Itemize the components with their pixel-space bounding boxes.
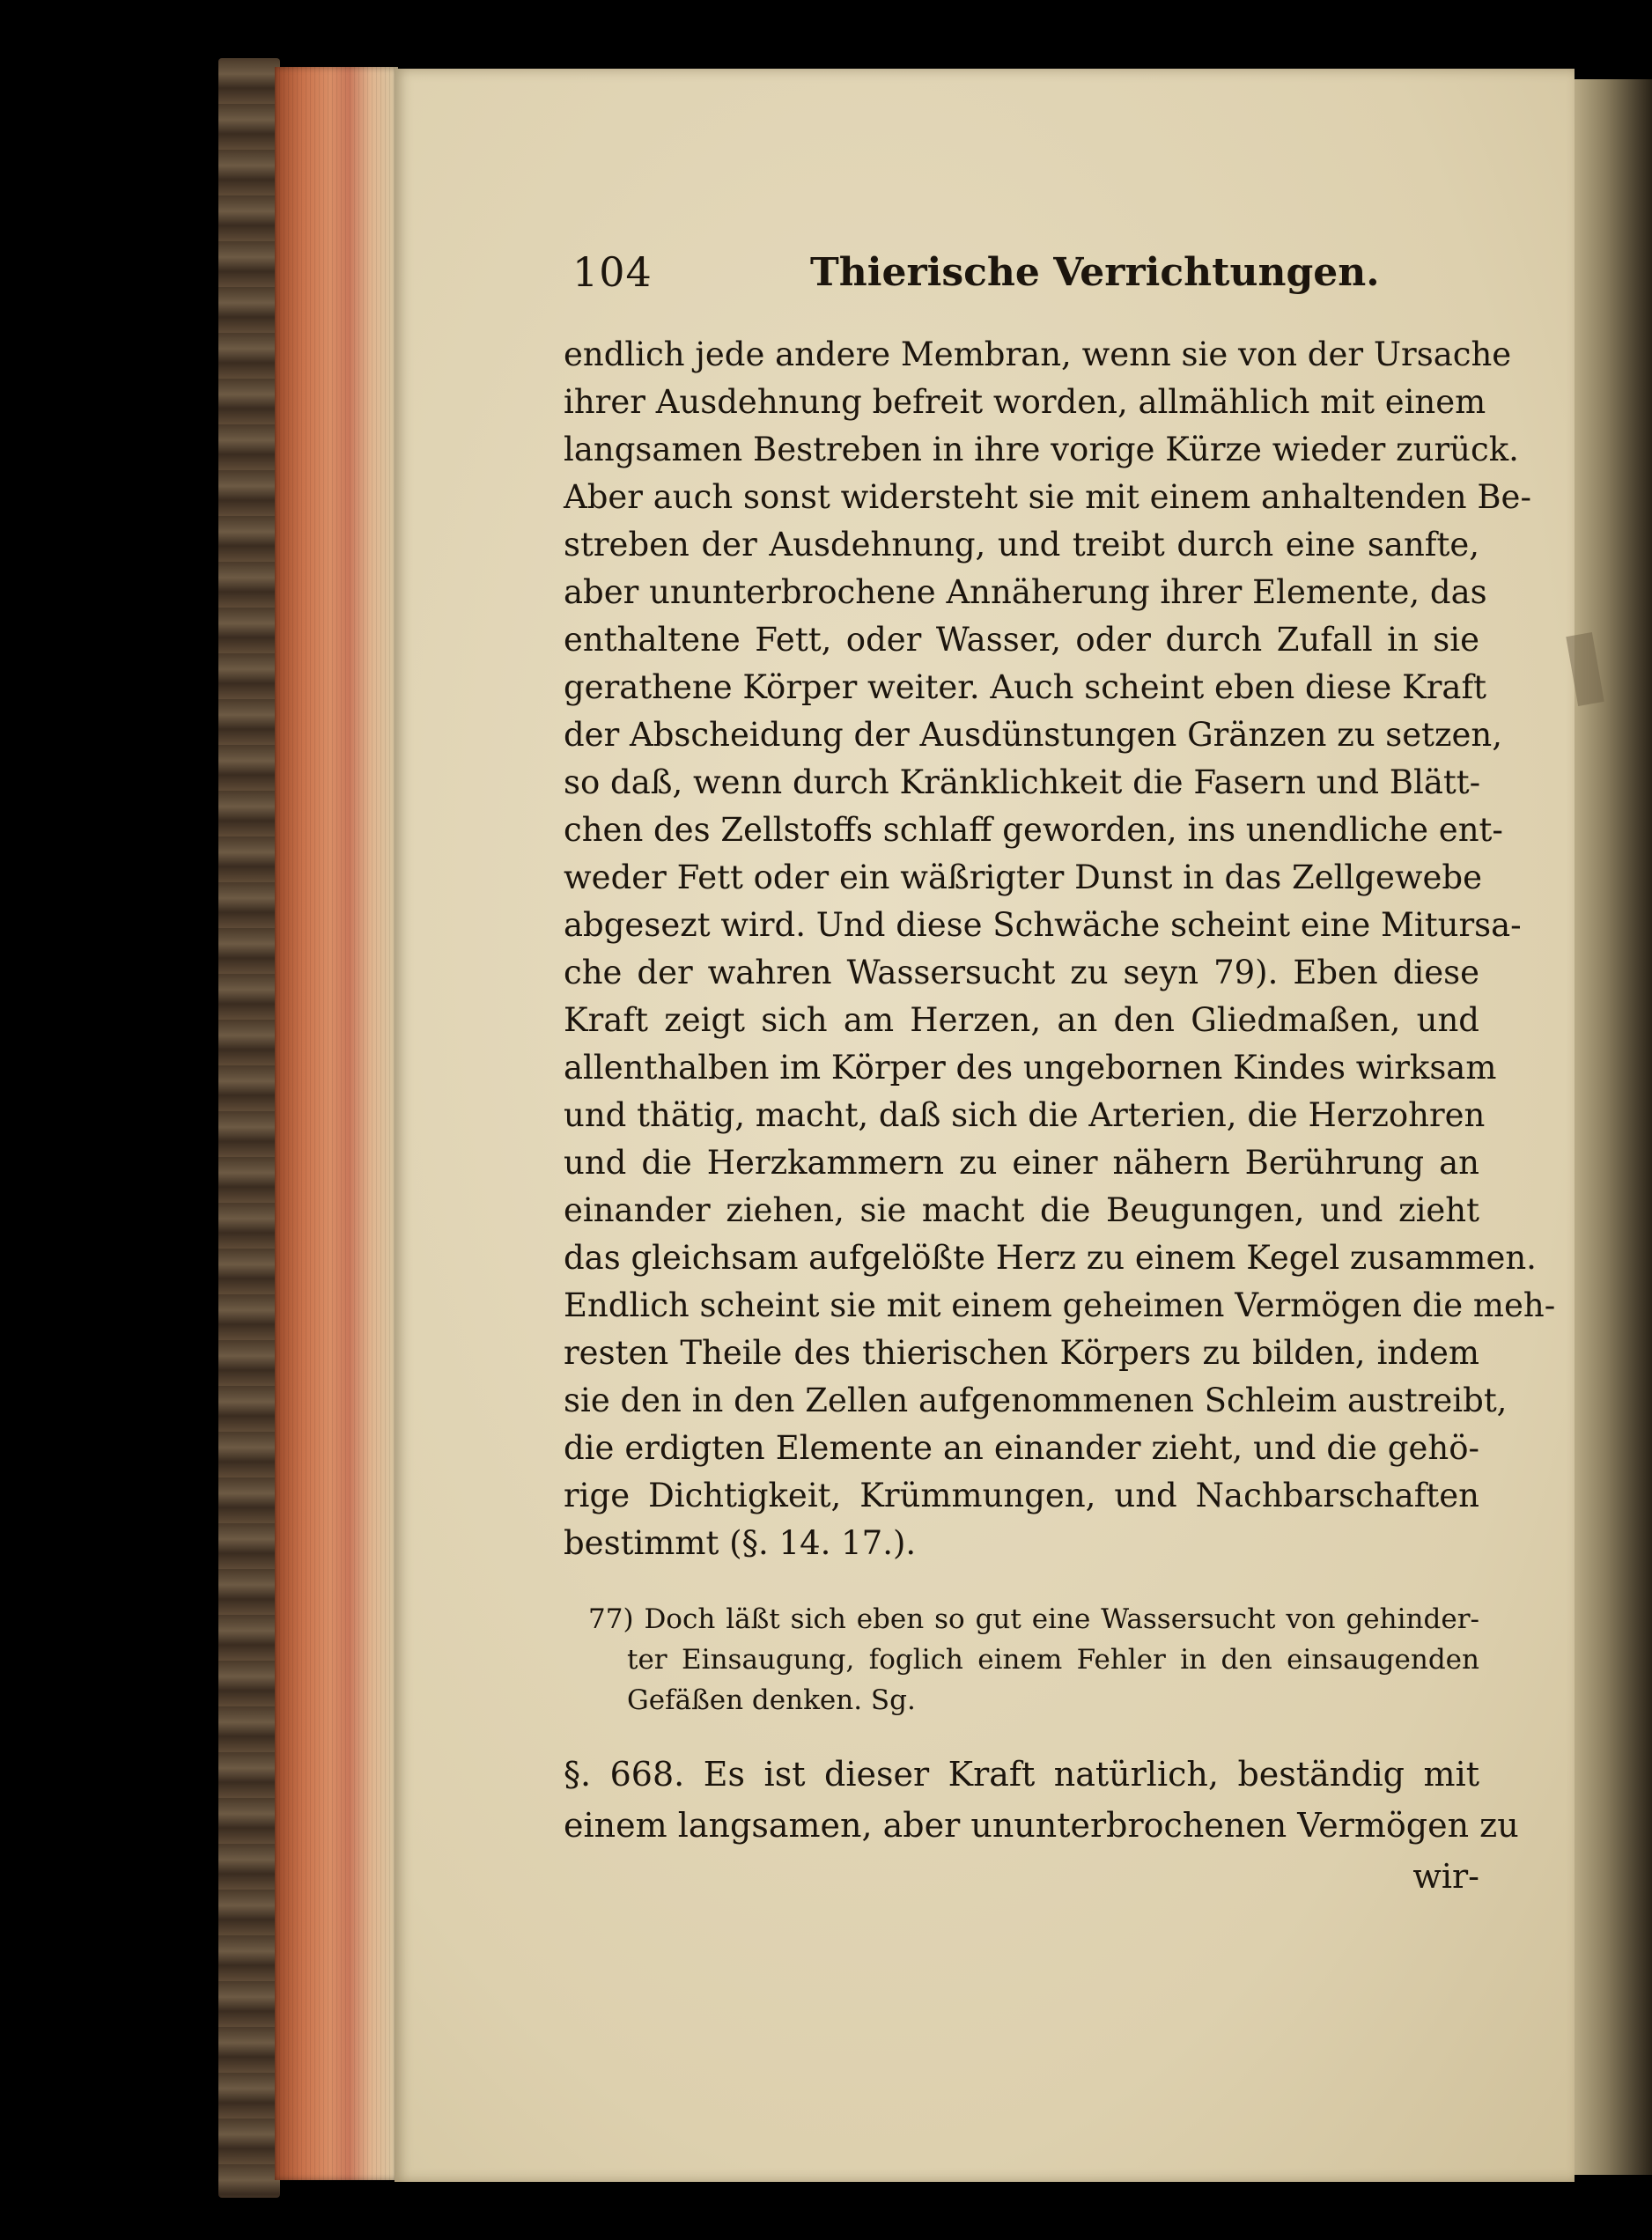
body-paragraph [564, 331, 1556, 1567]
text-line: langsamen Bestreben in ihre vorige Kürze wieder zurück. [564, 431, 1519, 468]
section-line: einem langsamen, aber ununterbrochenen Vermögen zu [564, 1806, 1519, 1845]
text-line: weder Fett oder ein wäßrigter Dunst in das Zellgewebe [564, 858, 1482, 896]
text-line: streben der Ausdehnung, und treibt durch eine sanfte, [564, 526, 1479, 564]
footnote-line: 77) Doch läßt sich eben so gut eine Wassersucht von gehinder- [588, 1603, 1479, 1635]
catchword: wir- [1412, 1857, 1479, 1896]
footnote-line: Gefäßen denken. Sg. [627, 1684, 916, 1716]
footnote [588, 1599, 1479, 1721]
text-line: rige Dichtigkeit, Krümmungen, und Nachbarschaften [564, 1477, 1479, 1514]
page-edges [275, 67, 398, 2180]
text-line: das gleichsam aufgelößte Herz zu einem Kegel zusammen. [564, 1239, 1537, 1277]
text-line: die erdigten Elemente an einander zieht, und die gehö- [564, 1429, 1479, 1467]
text-line: sie den in den Zellen aufgenommenen Schleim austreibt, [564, 1382, 1508, 1419]
page-header [564, 239, 1479, 298]
text-line: einander ziehen, sie macht die Beugungen, und zieht [564, 1191, 1479, 1229]
book-cover-spine [218, 58, 280, 2198]
text-line: aber ununterbrochene Annäherung ihrer Elemente, das [564, 573, 1487, 611]
page-number: 104 [572, 248, 653, 296]
text-line: der Abscheidung der Ausdünstungen Gränzen zu setzen, [564, 716, 1503, 754]
facing-page-edge [1575, 79, 1652, 2175]
text-line: enthaltene Fett, oder Wasser, oder durch Zufall in sie [564, 621, 1479, 659]
text-line: ihrer Ausdehnung befreit worden, allmählich mit einem [564, 383, 1486, 421]
text-line: Aber auch sonst widersteht sie mit einem anhaltenden Be- [564, 478, 1531, 516]
text-line: Kraft zeigt sich am Herzen, an den Gliedmaßen, und [564, 1001, 1479, 1039]
text-line: allenthalben im Körper des ungebornen Kindes wirksam [564, 1049, 1497, 1087]
section-line: §. 668. Es ist dieser Kraft natürlich, beständig mit [564, 1755, 1479, 1794]
text-line: chen des Zellstoffs schlaff geworden, ins unendliche ent- [564, 811, 1503, 849]
text-line: abgesezt wird. Und diese Schwäche scheint eine Mitursa- [564, 906, 1522, 944]
text-line: resten Theile des thierischen Körpers zu bilden, indem [564, 1334, 1479, 1372]
running-title: Thierische Verrichtungen. [810, 250, 1380, 295]
text-line: und die Herzkammern zu einer nähern Berührung an [564, 1144, 1479, 1182]
text-line: und thätig, macht, daß sich die Arterien, die Herzohren [564, 1096, 1486, 1134]
text-line: endlich jede andere Membran, wenn sie von der Ursache [564, 335, 1512, 373]
text-line: so daß, wenn durch Kränklichkeit die Fasern und Blätt- [564, 763, 1481, 801]
text-line: bestimmt (§. 14. 17.). [564, 1524, 917, 1562]
text-line: gerathene Körper weiter. Auch scheint eben diese Kraft [564, 668, 1487, 706]
section-668 [564, 1749, 1519, 1902]
text-line: Endlich scheint sie mit einem geheimen Vermögen die meh- [564, 1286, 1556, 1324]
text-line: che der wahren Wassersucht zu seyn 79). Eben diese [564, 954, 1479, 991]
footnote-line: ter Einsaugung, foglich einem Fehler in den einsaugenden [627, 1644, 1479, 1676]
